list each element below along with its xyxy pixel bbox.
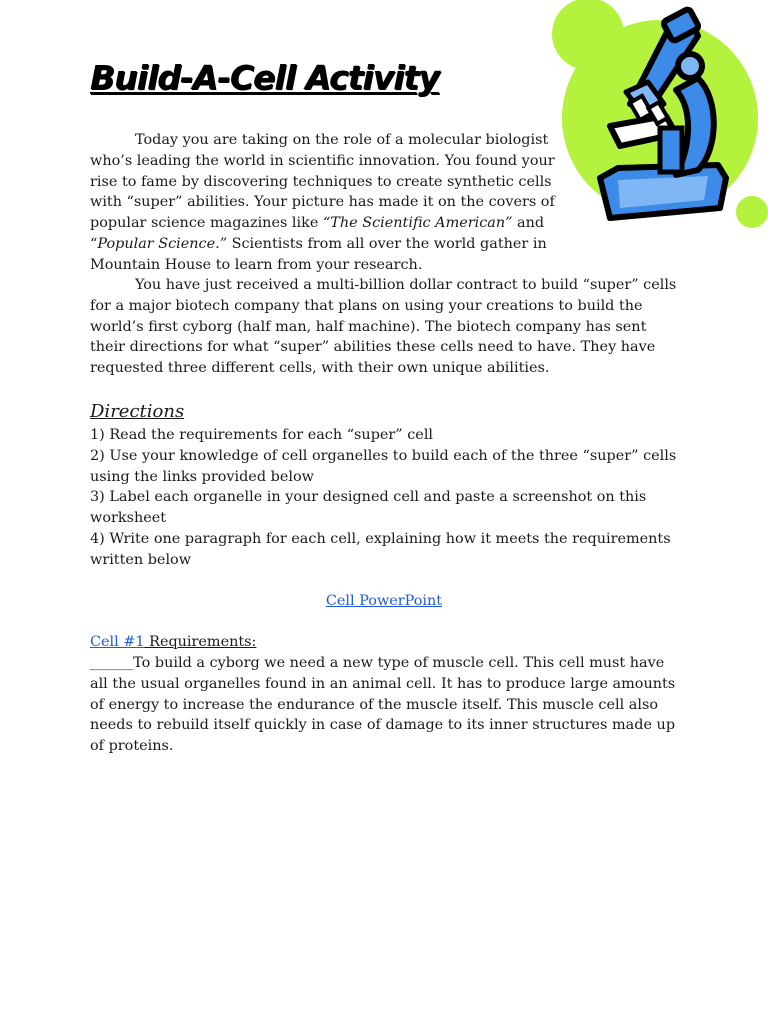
magazine-name-1: “The Scientific American” bbox=[322, 215, 513, 232]
powerpoint-link-row bbox=[0, 591, 768, 612]
direction-item: 3) Label each organelle in your designed cell and paste a screenshot on this worksheet bbox=[90, 489, 647, 527]
page-title: Build-A-Cell Activity bbox=[90, 58, 439, 97]
intro-text-end: Scientists from all over the world gather in Mountain House to learn from your research. bbox=[90, 235, 547, 273]
direction-item: 4) Write one paragraph for each cell, explaining how it meets the requirements written below bbox=[90, 530, 671, 568]
magazine-name-2: Popular Science.” bbox=[97, 235, 228, 252]
direction-item: 1) Read the requirements for each “super” cell bbox=[90, 427, 434, 443]
answer-blank: ______ bbox=[90, 655, 134, 671]
direction-item: 2) Use your knowledge of cell organelles to build each of the three “super” cells using the links provided below bbox=[90, 447, 677, 485]
directions-heading: Directions bbox=[90, 401, 185, 422]
cell-1-requirements-text: To build a cyborg we need a new type of muscle cell. This cell must have all the usual organelles found in an animal cell. It has to produce large amounts of energy to increase the endurance of the muscle itself. This muscle cell also needs to rebuild itself quickly in case of damage to its inner structures made up of proteins. bbox=[90, 655, 676, 755]
intro-paragraph-1 bbox=[90, 130, 555, 276]
cell-1-requirements bbox=[90, 653, 682, 757]
intro-text: Today you are taking on the role of a molecular biologist who’s leading the world in scientific innovation. You found your rise to fame by discovering techniques to create synthetic cells with “super” abilities. Your picture has made it on the covers of popular science magazines like bbox=[90, 132, 555, 232]
requirements-label: Requirements: bbox=[144, 634, 257, 650]
intro-and: and “ bbox=[90, 215, 545, 252]
cell-1-heading bbox=[90, 632, 256, 653]
microscope-icon bbox=[548, 0, 768, 228]
intro-paragraph-2-text: You have just received a multi-billion dollar contract to build “super” cells for a major biotech company that plans on using your creations to build the world’s first cyborg (half man, half machine). The biotech company has sent their directions for what “super” abilities these cells need to have. They have requested three different cells, with their own unique abilities. bbox=[90, 277, 677, 377]
cell-powerpoint-link[interactable]: Cell PowerPoint bbox=[325, 593, 443, 609]
cell-1-link[interactable]: Cell #1 bbox=[90, 634, 145, 650]
directions-list bbox=[90, 425, 682, 571]
intro-paragraph-2 bbox=[90, 275, 682, 379]
